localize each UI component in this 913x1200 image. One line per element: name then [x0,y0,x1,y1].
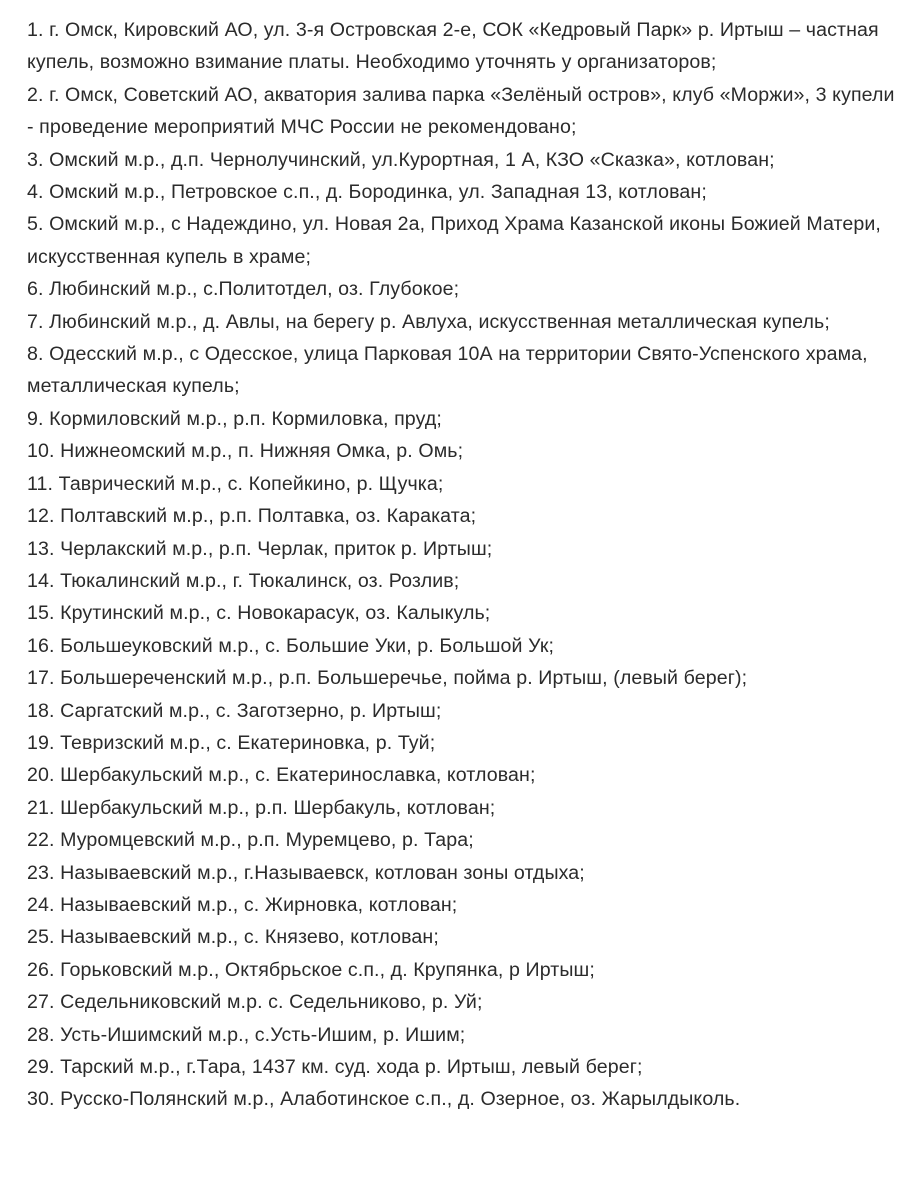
list-item: 7. Любинский м.р., д. Авлы, на берегу р. Авлуха, искусственная металлическая купель; [27,310,830,333]
list-item: 2. г. Омск, Советский АО, акватория залива парка «Зелёный остров», клуб «Моржи», 3 купели - проведение мероприятий МЧС России не рекомендовано; [27,83,895,139]
list-item: 8. Одесский м.р., с Одесское, улица Парковая 10А на территории Свято-Успенского храма, металлическая купель; [27,343,868,398]
list-item: 17. Большереченский м.р., р.п. Большеречье, пойма р. Иртыш, (левый берег); [27,667,748,690]
list-item: 11. Таврический м.р., с. Копейкино, р. Щучка; [27,472,444,495]
list-item: 14. Тюкалинский м.р., г. Тюкалинск, оз. Розлив; [27,569,460,592]
list-item: 20. Шербакульский м.р., с. Екатеринославка, котлован; [27,764,536,787]
list-item: 15. Крутинский м.р., с. Новокарасук, оз. Калыкуль; [27,602,491,625]
list-item: 24. Называевский м.р., с. Жирновка, котлован; [27,893,458,916]
list-item: 6. Любинский м.р., с.Политотдел, оз. Глубокое; [27,278,460,301]
list-item: 25. Называевский м.р., с. Князево, котлован; [27,926,439,949]
list-item: 22. Муромцевский м.р., р.п. Муремцево, р. Тара; [27,829,474,852]
list-item: 29. Тарский м.р., г.Тара, 1437 км. суд. хода р. Иртыш, левый берег; [27,1056,643,1078]
list-item: 3. Омский м.р., д.п. Чернолучинский, ул.Курортная, 1 А, КЗО «Сказка», котлован; [27,148,775,171]
location-list [27,14,901,1116]
list-item: 16. Большеуковский м.р., с. Большие Уки, р. Большой Ук; [27,634,555,657]
list-item: 30. Русско-Полянский м.р., Алаботинское с.п., д. Озерное, оз. Жарылдыколь. [27,1088,741,1111]
list-item: 18. Саргатский м.р., с. Заготзерно, р. Иртыш; [27,699,442,722]
list-item: 28. Усть-Ишимский м.р., с.Усть-Ишим, р. Ишим; [27,1023,466,1046]
list-item: 4. Омский м.р., Петровское с.п., д. Бородинка, ул. Западная 13, котлован; [27,181,707,204]
list-item: 12. Полтавский м.р., р.п. Полтавка, оз. Караката; [27,505,477,528]
list-item: 13. Черлакский м.р., р.п. Черлак, приток р. Иртыш; [27,537,493,560]
list-item: 26. Горьковский м.р., Октябрьское с.п., д. Крупянка, р Иртыш; [27,958,595,981]
list-item: 19. Тевризский м.р., с. Екатериновка, р. Туй; [27,731,436,754]
list-item: 23. Называевский м.р., г.Называевск, котлован зоны отдыха; [27,861,585,884]
list-item: 21. Шербакульский м.р., р.п. Шербакуль, котлован; [27,796,496,819]
list-item: 9. Кормиловский м.р., р.п. Кормиловка, пруд; [27,407,442,430]
list-item: 5. Омский м.р., с Надеждино, ул. Новая 2а, Приход Храма Казанской иконы Божией Матери, искусственная купель в храме; [27,213,881,268]
list-item: 1. г. Омск, Кировский АО, ул. 3-я Островская 2-е, СОК «Кедровый Парк» р. Иртыш – частная купель, возможно взимание платы. Необходимо уточнять у организаторов; [27,19,879,74]
list-item: 27. Седельниковский м.р. с. Седельниково, р. Уй; [27,991,483,1014]
list-item: 10. Нижнеомский м.р., п. Нижняя Омка, р. Омь; [27,440,464,463]
